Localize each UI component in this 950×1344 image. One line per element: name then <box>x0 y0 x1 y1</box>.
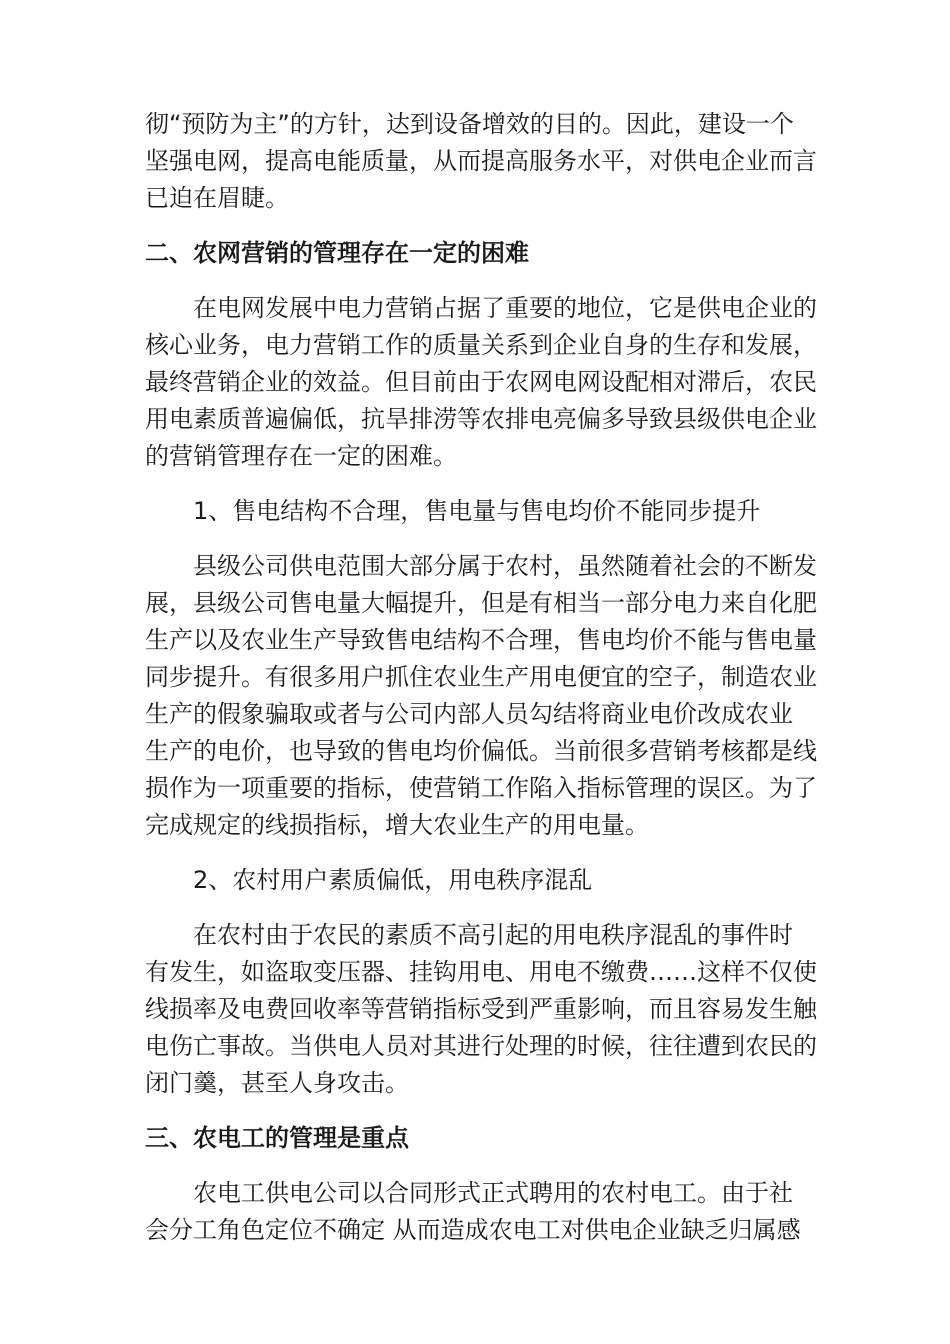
text-line: 生产以及农业生产导致售电结构不合理，售电均价不能与售电量 <box>145 626 817 654</box>
text-line: 同步提升。有很多用户抓住农业生产用电便宜的空子，制造农业 <box>145 663 817 691</box>
text-line: 彻“预防为主”的方针，达到设备增效的目的。因此，建设一个 <box>145 110 794 138</box>
text-line: 坚强电网，提高电能质量，从而提高服务水平，对供电企业而言 <box>145 147 817 175</box>
subheading-1: 1、售电结构不合理，售电量与售电均价不能同步提升 <box>193 497 761 525</box>
paragraph-electrician <box>145 1175 835 1249</box>
text-line: 在农村由于农民的素质不高引起的用电秩序混乱的事件时 <box>193 921 793 949</box>
text-line: 核心业务，电力营销工作的质量关系到企业自身的生存和发展， <box>145 331 817 359</box>
text-line: 线损率及电费回收率等营销指标受到严重影响，而且容易发生触 <box>145 995 817 1023</box>
text-line: 县级公司供电范围大部分属于农村，虽然随着社会的不断发 <box>193 552 817 580</box>
text-line: 用电素质普遍偏低，抗旱排涝等农排电亮偏多导致县级供电企业 <box>145 405 817 433</box>
paragraph-marketing <box>145 290 835 475</box>
paragraph-intro <box>145 106 835 217</box>
text-line: 生产的电价，也导致的售电均价偏低。当前很多营销考核都是线 <box>145 737 817 765</box>
paragraph-user-quality <box>145 917 835 1102</box>
text-line: 完成规定的线损指标，增大农业生产的用电量。 <box>145 811 649 839</box>
text-line: 最终营销企业的效益。但目前由于农网电网设配相对滞后，农民 <box>145 368 817 396</box>
text-line: 有发生，如盗取变压器、挂钩用电、用电不缴费……这样不仅使 <box>145 958 817 986</box>
text-line: 的营销管理存在一定的困难。 <box>145 442 457 470</box>
text-line: 农电工供电公司以合同形式正式聘用的农村电工。由于社 <box>193 1179 793 1207</box>
text-line: 会分工角色定位不确定 从而造成农电工对供电企业缺乏归属感 <box>145 1216 801 1244</box>
text-line: 已迫在眉睫。 <box>145 184 289 212</box>
subheading-2: 2、农村用户素质偏低，用电秩序混乱 <box>193 866 593 894</box>
section-heading-3: 三、农电工的管理是重点 <box>145 1124 409 1152</box>
document-page <box>145 106 835 1249</box>
text-line: 损作为一项重要的指标，使营销工作陷入指标管理的误区。为了 <box>145 774 817 802</box>
section-heading-2: 二、农网营销的管理存在一定的困难 <box>145 239 529 267</box>
text-line: 生产的假象骗取或者与公司内部人员勾结将商业电价改成农业 <box>145 700 793 728</box>
text-line: 在电网发展中电力营销占据了重要的地位，它是供电企业的 <box>193 294 817 322</box>
text-line: 展，县级公司售电量大幅提升，但是有相当一部分电力来自化肥 <box>145 589 817 617</box>
paragraph-sales-structure <box>145 548 835 844</box>
text-line: 电伤亡事故。当供电人员对其进行处理的时候，往往遭到农民的 <box>145 1032 817 1060</box>
text-line: 闭门羹，甚至人身攻击。 <box>145 1069 409 1097</box>
